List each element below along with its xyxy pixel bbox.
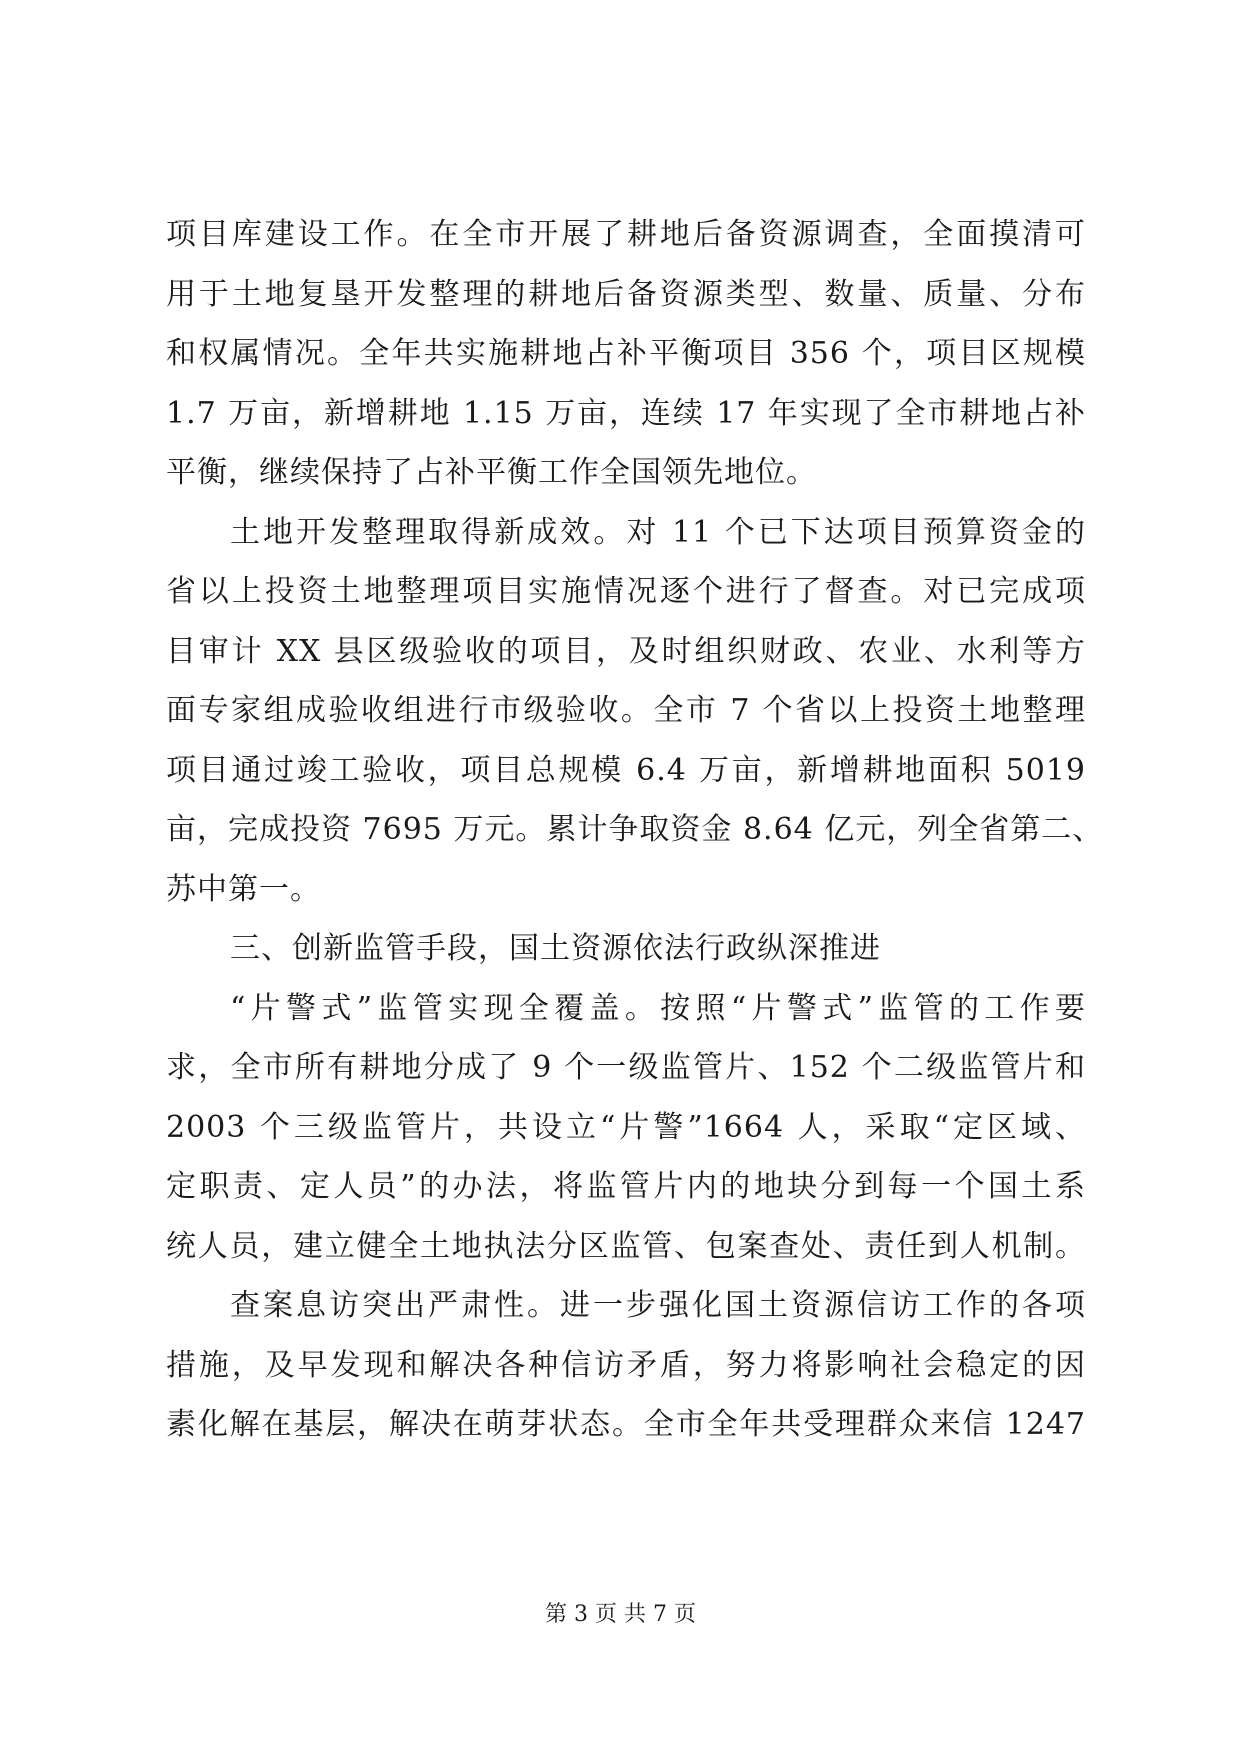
text-line: 目审计 XX 县区级验收的项目，及时组织财政、农业、水利等方: [166, 633, 1086, 669]
document-body: [166, 205, 1104, 1455]
text-line: 用于土地复垦开发整理的耕地后备资源类型、数量、质量、分布: [166, 276, 1086, 312]
section-heading: 三、创新监管手段，国土资源依法行政纵深推进: [230, 931, 881, 966]
text-line: 素化解在基层，解决在萌芽状态。全市全年共受理群众来信 1247: [166, 1407, 1086, 1442]
text-line: 查案息访突出严肃性。进一步强化国土资源信访工作的各项: [230, 1288, 1086, 1323]
text-line: 省以上投资土地整理项目实施情况逐个进行了督查。对已完成项: [166, 574, 1086, 609]
text-line: “片警式”监管实现全覆盖。按照“片警式”监管的工作要: [230, 990, 1086, 1026]
text-line: 求，全市所有耕地分成了 9 个一级监管片、152 个二级监管片和: [166, 1050, 1086, 1085]
text-line: 面专家组成验收组进行市级验收。全市 7 个省以上投资土地整理: [166, 693, 1086, 728]
text-line: 平衡，继续保持了占补平衡工作全国领先地位。: [166, 455, 817, 490]
text-line: 土地开发整理取得新成效。对 11 个已下达项目预算资金的: [230, 514, 1086, 550]
text-line: 2003 个三级监管片，共设立“片警”1664 人，采取“定区域、: [166, 1109, 1086, 1145]
text-line: 亩，完成投资 7695 万元。累计争取资金 8.64 亿元，列全省第二、: [166, 812, 1104, 847]
page-footer: 第 3 页 共 7 页: [545, 1602, 696, 1627]
text-line: 定职责、定人员”的办法，将监管片内的地块分到每一个国土系: [166, 1169, 1086, 1204]
text-line: 措施，及早发现和解决各种信访矛盾，努力将影响社会稳定的因: [166, 1347, 1086, 1383]
text-line: 项目库建设工作。在全市开展了耕地后备资源调查，全面摸清可: [166, 217, 1086, 252]
text-line: 苏中第一。: [166, 871, 321, 907]
text-line: 统人员，建立健全土地执法分区监管、包案查处、责任到人机制。: [166, 1228, 1086, 1264]
text-line: 和权属情况。全年共实施耕地占补平衡项目 356 个，项目区规模: [166, 336, 1086, 371]
text-line: 项目通过竣工验收，项目总规模 6.4 万亩，新增耕地面积 5019: [166, 752, 1086, 788]
text-line: 1.7 万亩，新增耕地 1.15 万亩，连续 17 年实现了全市耕地占补: [166, 395, 1086, 431]
